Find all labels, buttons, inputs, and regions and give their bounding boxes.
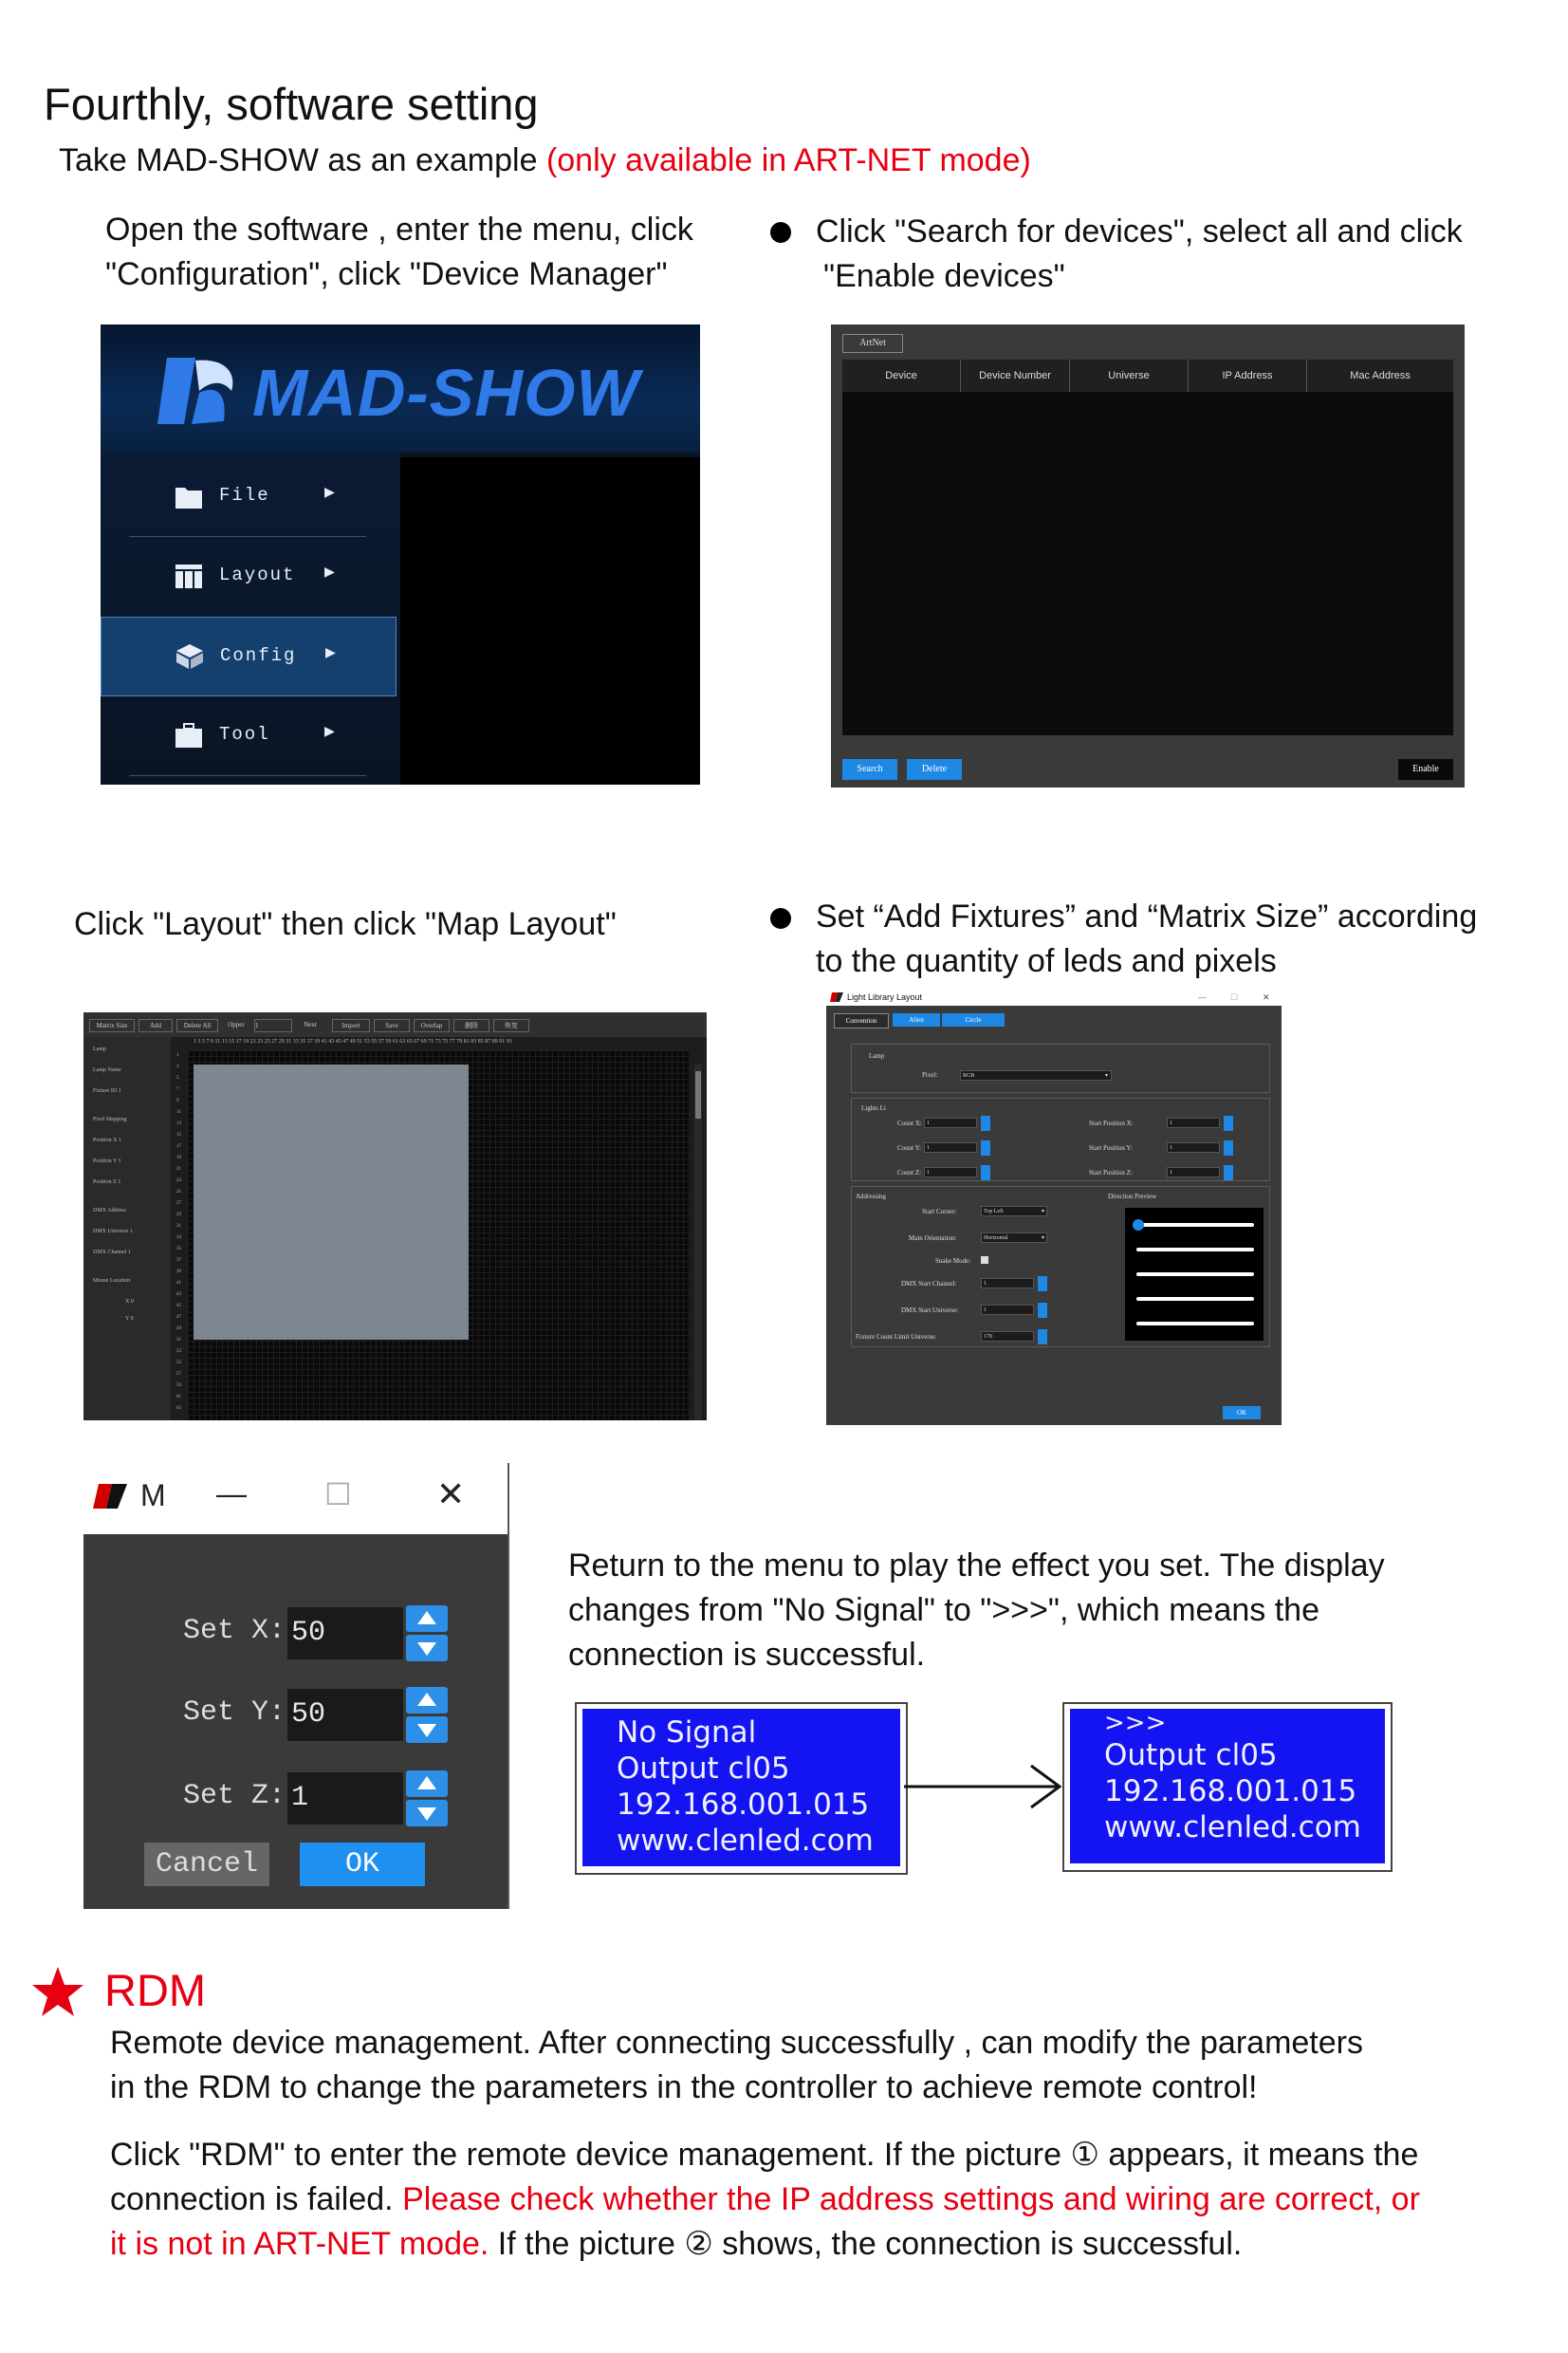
start-y-stepper[interactable] <box>1224 1140 1233 1156</box>
step1-line2: "Configuration", click "Device Manager" <box>105 256 668 292</box>
lights-label: Lights Li <box>861 1104 886 1112</box>
set-y-label: Set Y: <box>183 1696 286 1729</box>
matrix-size-button[interactable]: Matrix Size <box>89 1019 135 1032</box>
dmx-universe-input[interactable]: 1 <box>981 1305 1034 1315</box>
start-x-stepper[interactable] <box>1224 1116 1233 1131</box>
lamp-group <box>851 1044 1270 1093</box>
pixel-select[interactable] <box>960 1070 1112 1081</box>
rdm-p2-line1: Click "RDM" to enter the remote device management. If the picture ① appears, it means the <box>110 2137 1419 2173</box>
ruler-number: 17 <box>176 1144 181 1149</box>
bullet-icon <box>770 908 791 929</box>
set-x-stepper[interactable] <box>406 1605 448 1662</box>
device-manager-screenshot <box>831 324 1465 787</box>
snake-checkbox[interactable] <box>981 1256 988 1264</box>
add-button[interactable]: Add <box>138 1019 173 1032</box>
opper-label: Opper <box>228 1021 245 1028</box>
ruler-number: 13 <box>176 1121 181 1126</box>
step2-text <box>816 210 1463 299</box>
chevron-right-icon: ▶ <box>324 564 337 583</box>
side-label: Mouse Location <box>93 1278 131 1284</box>
ruler-number: 25 <box>176 1190 181 1195</box>
tab-convention[interactable]: Convention <box>834 1013 889 1028</box>
opper-input[interactable]: 1 <box>254 1019 292 1032</box>
import-button[interactable]: Import <box>332 1019 370 1032</box>
rdm-paragraph2 <box>110 2133 1420 2267</box>
ruler-number: 51 <box>176 1338 181 1343</box>
direction-preview <box>1125 1208 1264 1341</box>
fixture-limit-stepper[interactable] <box>1038 1329 1047 1344</box>
ruler-number: 55 <box>176 1361 181 1365</box>
count-y-stepper[interactable] <box>981 1140 990 1156</box>
ruler-number: 37 <box>176 1258 181 1263</box>
arrow-down-icon[interactable] <box>406 1635 448 1661</box>
start-x-label: Start Position X: <box>1089 1120 1134 1127</box>
undo-button[interactable]: 删除 <box>453 1019 489 1032</box>
enable-button[interactable]: Enable <box>1398 759 1453 780</box>
start-corner-select[interactable] <box>981 1206 1047 1216</box>
overlap-button[interactable]: Overlap <box>414 1019 450 1032</box>
lcd-line: www.clenled.com <box>1104 1810 1361 1844</box>
dmx-channel-label: DMX Start Channel: <box>901 1280 957 1288</box>
return-line3: connection is successful. <box>568 1637 926 1673</box>
preview-area <box>400 457 700 785</box>
next-button[interactable]: Next <box>304 1021 317 1028</box>
set-z-input[interactable]: 1 <box>287 1772 403 1825</box>
rdm-p2-line3 <box>110 2222 1420 2267</box>
ruler-number: 53 <box>176 1349 181 1354</box>
map-side-panel <box>83 1037 171 1420</box>
arrow-down-icon[interactable] <box>406 1716 448 1743</box>
ruler-number: 15 <box>176 1133 181 1138</box>
ruler-number: 63 <box>176 1406 181 1411</box>
column-header: Device <box>842 360 961 392</box>
ruler-number: 11 <box>176 1110 181 1115</box>
cancel-button[interactable]: Cancel <box>144 1843 269 1886</box>
orientation-value: Horizontal <box>984 1235 1008 1241</box>
rdm-p2-text: If the picture ② shows, the connection is successful. <box>489 2226 1243 2262</box>
tab-circle[interactable]: Circle <box>942 1013 1005 1027</box>
ruler-number: 1 <box>176 1053 179 1058</box>
rdm-p1-line1: Remote device management. After connecting successfully , can modify the parameters <box>110 2025 1363 2061</box>
step2-line2: "Enable devices" <box>823 258 1065 294</box>
dmx-universe-label: DMX Start Universe: <box>901 1306 959 1314</box>
side-label: DMX Channel 1 <box>93 1250 131 1255</box>
chevron-down-icon: ▾ <box>1104 1073 1108 1079</box>
ruler-number: 49 <box>176 1326 181 1331</box>
intro-text: Take MAD-SHOW as an example <box>59 142 538 178</box>
arrow-up-icon[interactable] <box>406 1687 448 1714</box>
tab-alien[interactable]: Alien <box>893 1013 940 1027</box>
dialog-title: M <box>140 1478 166 1512</box>
arrow-down-icon[interactable] <box>406 1800 448 1826</box>
maximize-icon[interactable]: ☐ <box>324 1477 352 1511</box>
lcd-no-signal <box>575 1702 908 1875</box>
ruler-number: 45 <box>176 1304 181 1308</box>
start-x-input[interactable]: 1 <box>1167 1118 1220 1128</box>
column-header: Mac Address <box>1307 360 1453 392</box>
ruler-number: 43 <box>176 1292 181 1297</box>
minimize-icon[interactable]: — <box>216 1476 247 1510</box>
menu-item-label: Layout <box>219 565 296 585</box>
step4-line1: Set “Add Fixtures” and “Matrix Size” according <box>816 899 1478 935</box>
count-y-label: Count Y: <box>897 1144 921 1152</box>
scrollbar[interactable] <box>694 1064 702 1420</box>
dmx-channel-input[interactable]: 1 <box>981 1278 1034 1288</box>
search-button[interactable]: Search <box>842 759 897 780</box>
toolbox-icon <box>175 722 203 749</box>
start-z-label: Start Position Z: <box>1089 1169 1133 1176</box>
ruler-number: 35 <box>176 1247 181 1251</box>
return-line1: Return to the menu to play the effect you set. The display <box>568 1547 1385 1584</box>
side-label: DMX Universe 1 <box>93 1229 133 1234</box>
ruler-number: 33 <box>176 1235 181 1240</box>
snake-label: Snake Mode: <box>935 1257 971 1265</box>
count-z-stepper[interactable] <box>981 1165 990 1180</box>
rdm-title: RDM <box>104 1965 207 2015</box>
maximize-icon[interactable]: ☐ <box>1230 992 1239 1002</box>
count-x-label: Count X: <box>897 1120 922 1127</box>
menu-item-label: File <box>219 485 270 506</box>
set-z-label: Set Z: <box>183 1780 286 1812</box>
step4-line2: to the quantity of leds and pixels <box>816 943 1277 979</box>
dmx-channel-stepper[interactable] <box>1038 1276 1047 1291</box>
return-line2: changes from "No Signal" to ">>>", which means the <box>568 1592 1319 1628</box>
side-label: Pixel Mapping <box>93 1117 127 1122</box>
intro-note: (only available in ART-NET mode) <box>545 142 1031 178</box>
set-y-stepper[interactable] <box>406 1687 448 1744</box>
pixel-label: Pixel: <box>922 1071 938 1079</box>
ruler-number: 19 <box>176 1156 181 1160</box>
addressing-label: Addressing <box>856 1193 886 1200</box>
chevron-right-icon: ▶ <box>324 484 337 503</box>
fixture-limit-input[interactable]: 170 <box>981 1331 1034 1342</box>
rdm-p2-line2 <box>110 2177 1420 2222</box>
menu-item-tool[interactable] <box>101 696 395 774</box>
lcd-line: Output cl05 <box>617 1751 790 1786</box>
step2-line1: Click "Search for devices", select all and click <box>816 213 1463 250</box>
ok-button[interactable]: OK <box>1223 1406 1261 1419</box>
madshow-logo-icon <box>157 353 239 429</box>
top-ruler: 1 3 5 7 9 11 13 15 17 19 21 23 25 27 29 31 33 35 37 39 41 43 45 47 49 51 53 55 57 59 61 63 65 67 69 71 73 75 77 79 81 83 85 87 89 91 93 <box>194 1039 512 1045</box>
dialog-titlebar <box>83 1463 507 1534</box>
menu-item-file[interactable] <box>101 457 395 535</box>
start-y-label: Start Position Y: <box>1089 1144 1133 1152</box>
side-label: DMX Address <box>93 1208 126 1214</box>
set-z-stepper[interactable] <box>406 1770 448 1827</box>
ruler-number: 5 <box>176 1076 179 1081</box>
pixel-value: RGB <box>963 1073 975 1079</box>
step1-text <box>105 208 693 297</box>
ruler-number: 7 <box>176 1087 179 1092</box>
side-label: Lamp Name <box>93 1067 121 1073</box>
dmx-universe-stepper[interactable] <box>1038 1303 1047 1318</box>
count-z-label: Count Z: <box>897 1169 922 1176</box>
close-icon[interactable]: ✕ <box>1263 992 1270 1002</box>
ruler-number: 23 <box>176 1178 181 1183</box>
close-icon[interactable]: ✕ <box>436 1474 466 1513</box>
intro-line <box>59 139 1031 183</box>
count-z-input[interactable]: 1 <box>924 1167 977 1177</box>
column-header: IP Address <box>1189 360 1307 392</box>
delete-button[interactable]: Delete <box>907 759 962 780</box>
ruler-number: 27 <box>176 1201 181 1206</box>
ruler-number: 31 <box>176 1224 181 1229</box>
menu-item-label: Tool <box>219 724 270 745</box>
set-x-input[interactable]: 50 <box>287 1607 403 1659</box>
map-layout-screenshot <box>83 1012 707 1420</box>
rdm-warning: it is not in ART-NET mode. <box>110 2226 489 2262</box>
column-header: Device Number <box>961 360 1070 392</box>
lcd-line: 192.168.001.015 <box>617 1788 870 1822</box>
layout-icon <box>175 563 203 589</box>
cube-icon <box>175 643 204 670</box>
chevron-down-icon: ▾ <box>1041 1235 1044 1241</box>
lcd-line: >>> <box>1104 1709 1167 1737</box>
ruler-number: 47 <box>176 1315 181 1320</box>
side-label: Position Y 1 <box>93 1158 121 1164</box>
count-y-input[interactable]: 1 <box>924 1142 977 1153</box>
column-header: Universe <box>1070 360 1189 392</box>
save-button[interactable]: Save <box>374 1019 410 1032</box>
side-label: Lamp <box>93 1047 106 1052</box>
rdm-p2-text: connection is failed. <box>110 2181 403 2217</box>
orientation-select[interactable] <box>981 1232 1047 1243</box>
lib-title: Light Library Layout <box>847 992 923 1002</box>
rdm-paragraph1 <box>110 2021 1363 2110</box>
minimize-icon[interactable]: — <box>1198 992 1207 1002</box>
ruler-number: 57 <box>176 1372 181 1377</box>
rdm-warning: Please check whether the IP address settings and wiring are correct, or <box>402 2181 1420 2217</box>
madshow-brand: MAD-SHOW <box>252 356 640 430</box>
madshow-logo <box>101 324 700 453</box>
scrollbar-thumb[interactable] <box>695 1071 701 1119</box>
orientation-label: Main Orientation: <box>909 1234 957 1242</box>
light-library-screenshot <box>826 989 1282 1425</box>
return-text <box>568 1544 1385 1677</box>
redo-button[interactable]: 恢复 <box>493 1019 529 1032</box>
count-x-input[interactable]: 1 <box>924 1118 977 1128</box>
step3-text: Click "Layout" then click "Map Layout" <box>74 906 617 942</box>
start-y-input[interactable]: 1 <box>1167 1142 1220 1153</box>
chevron-right-icon: ▶ <box>325 644 338 663</box>
arrow-right-icon <box>904 1763 1063 1810</box>
ruler-number: 9 <box>176 1099 179 1103</box>
fixture-limit-label: Fixture Count Limit Universe: <box>856 1333 937 1341</box>
map-toolbar <box>83 1012 707 1037</box>
menu-item-config[interactable] <box>101 617 397 696</box>
ruler-number: 41 <box>176 1281 181 1286</box>
lcd-line: Output cl05 <box>1104 1738 1278 1772</box>
lcd-connected <box>1062 1702 1393 1872</box>
start-corner-value: Top Left <box>984 1209 1004 1214</box>
delete-all-button[interactable]: Delete All <box>176 1019 218 1032</box>
step1-line1: Open the software , enter the menu, click <box>105 212 693 248</box>
lcd-line: No Signal <box>617 1715 757 1750</box>
ruler-number: 59 <box>176 1383 181 1388</box>
direction-label: Direction Preview <box>1108 1193 1157 1200</box>
arrow-up-icon[interactable] <box>406 1605 448 1632</box>
lights-group <box>851 1098 1270 1181</box>
start-z-input[interactable]: 1 <box>1167 1167 1220 1177</box>
divider <box>129 775 366 776</box>
count-x-stepper[interactable] <box>981 1116 990 1131</box>
start-corner-label: Start Corner: <box>922 1208 957 1215</box>
side-label: Position Z 1 <box>93 1179 121 1185</box>
bullet-icon <box>770 222 791 243</box>
lamp-label: Lamp <box>869 1052 885 1060</box>
start-z-stepper[interactable] <box>1224 1165 1233 1180</box>
device-table <box>842 360 1453 735</box>
lcd-line: www.clenled.com <box>617 1824 874 1858</box>
side-label: Y 0 <box>125 1316 134 1322</box>
side-label: Position X 1 <box>93 1138 122 1143</box>
lcd-screen <box>582 1709 900 1866</box>
tab-artnet[interactable]: ArtNet <box>842 334 903 353</box>
app-logo-icon <box>830 991 843 1003</box>
lib-titlebar <box>826 989 1282 1006</box>
arrow-up-icon[interactable] <box>406 1770 448 1797</box>
ruler-number: 61 <box>176 1395 181 1399</box>
addressing-group <box>851 1186 1270 1347</box>
rdm-p1-line2: in the RDM to change the parameters in the controller to achieve remote control! <box>110 2069 1258 2105</box>
star-icon <box>30 1965 85 2020</box>
set-y-input[interactable]: 50 <box>287 1689 403 1741</box>
folder-icon <box>175 483 203 510</box>
chevron-down-icon: ▾ <box>1041 1209 1044 1214</box>
menu-item-layout[interactable] <box>101 537 395 615</box>
left-ruler <box>176 1050 188 1420</box>
ruler-number: 29 <box>176 1213 181 1217</box>
ruler-number: 3 <box>176 1065 179 1069</box>
lcd-screen <box>1070 1709 1385 1863</box>
app-logo-icon <box>93 1482 127 1510</box>
madshow-menu-screenshot <box>101 324 700 785</box>
side-label: Fixture ID 1 <box>93 1088 121 1094</box>
menu-item-label: Config <box>220 645 297 666</box>
lcd-line: 192.168.001.015 <box>1104 1774 1357 1808</box>
side-label: X 0 <box>125 1299 134 1305</box>
step4-text <box>816 895 1477 984</box>
ok-button[interactable]: OK <box>300 1843 425 1886</box>
ruler-number: 21 <box>176 1167 181 1172</box>
page-title: Fourthly, software setting <box>44 79 539 129</box>
set-x-label: Set X: <box>183 1615 286 1647</box>
chevron-right-icon: ▶ <box>324 723 337 742</box>
fixture-block[interactable] <box>194 1065 469 1340</box>
ruler-number: 39 <box>176 1269 181 1274</box>
